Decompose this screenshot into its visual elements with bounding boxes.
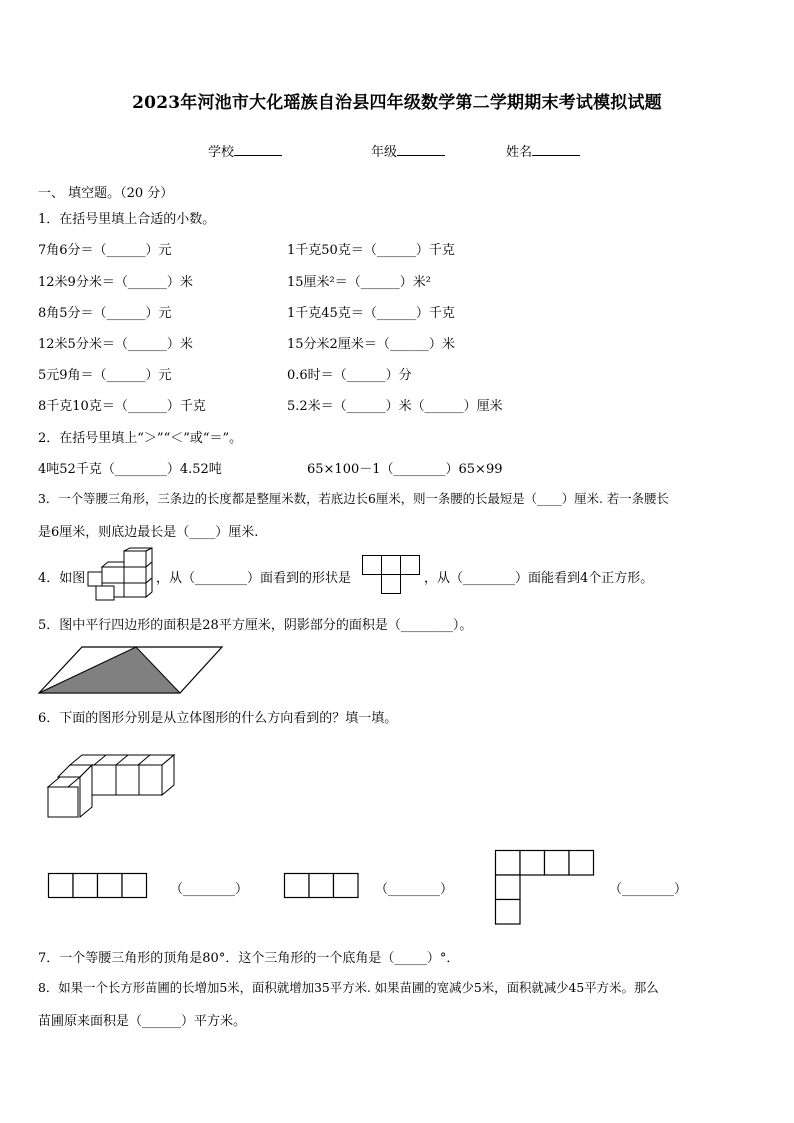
q1-item-4a: 12米5分米＝（______）米: [38, 337, 193, 352]
q6-blank-2: （________）: [375, 882, 454, 897]
page-title: 2023年河池市大化瑶族自治县四年级数学第二学期期末考试模拟试题: [132, 93, 662, 113]
name-field: [506, 141, 580, 160]
name-blank: [532, 143, 580, 156]
q3-line2: 是6厘米，则底边最长是（____）厘米.: [38, 525, 259, 540]
q6-blank-1: （________）: [170, 882, 249, 897]
q1-item-6b: 5.2米＝（______）米（______）厘米: [287, 399, 503, 414]
q7-stem: 7．一个等腰三角形的顶角是80°．这个三角形的一个底角是（_____）°．: [38, 951, 460, 966]
q6-view-2: [284, 873, 360, 899]
school-blank: [234, 143, 282, 156]
q1-item-2a: 12米9分米＝（______）米: [38, 275, 193, 290]
q3-line1: 3．一个等腰三角形，三条边的长度都是整厘米数，若底边长6厘米，则一条腰的长最短是（____）厘米. 若一条腰长: [38, 491, 669, 506]
q8-line1: 8．如果一个长方形苗圃的长增加5米，面积就增加35平方米. 如果苗圃的宽减少5米，面积就减少45平方米。那么: [38, 980, 659, 995]
q1-item-3a: 8角5分＝（______）元: [38, 306, 172, 321]
q2-item-a: 4吨52千克（________）4.52吨: [38, 462, 222, 477]
grade-blank: [397, 143, 445, 156]
q1-item-1a: 7角6分＝（______）元: [38, 243, 172, 258]
grade-field: [371, 141, 445, 160]
q1-item-3b: 1千克45克＝（______）千克: [287, 306, 455, 321]
school-field: [208, 141, 282, 160]
q1-item-2b: 15厘米²＝（______）米²: [287, 275, 431, 290]
q5-parallelogram: [36, 645, 226, 695]
q4-text-2: ，从（________）面看到的形状是: [156, 571, 352, 586]
q4-text-3: ，从（________）面能看到4个正方形。: [424, 571, 654, 586]
q2-stem: 2．在括号里填上“＞”“＜”或“＝”。: [38, 431, 243, 446]
q1-item-5b: 0.6时＝（______）分: [287, 368, 412, 383]
school-label: 学校: [208, 145, 235, 160]
q1-stem: 1．在括号里填上合适的小数。: [38, 212, 216, 227]
q5-stem: 5．图中平行四边形的面积是28平方厘米，阴影部分的面积是（________）。: [38, 618, 473, 633]
q4-cube-figure: [86, 548, 156, 602]
q6-view-3: [495, 850, 595, 926]
q2-item-b: 65×100－1（________）65×99: [307, 462, 503, 477]
q6-solid-figure: [46, 755, 176, 821]
q1-item-6a: 8千克10克＝（______）千克: [38, 399, 206, 414]
section-heading: 一、 填空题。（20 分）: [38, 186, 174, 201]
name-label: 姓名: [506, 145, 533, 160]
q1-item-1b: 1千克50克＝（______）千克: [287, 243, 455, 258]
q8-line2: 苗圃原来面积是（______）平方米。: [38, 1014, 247, 1029]
q1-item-4b: 15分米2厘米＝（______）米: [287, 337, 455, 352]
q1-item-5a: 5元9角＝（______）元: [38, 368, 172, 383]
q6-stem: 6．下面的图形分别是从立体图形的什么方向看到的？填一填。: [38, 711, 398, 726]
grade-label: 年级: [371, 145, 398, 160]
q4-text-1: 4．如图: [38, 571, 86, 586]
q6-view-1: [48, 873, 148, 899]
q6-blank-3: （________）: [609, 882, 688, 897]
q4-view-shape: [362, 555, 420, 595]
